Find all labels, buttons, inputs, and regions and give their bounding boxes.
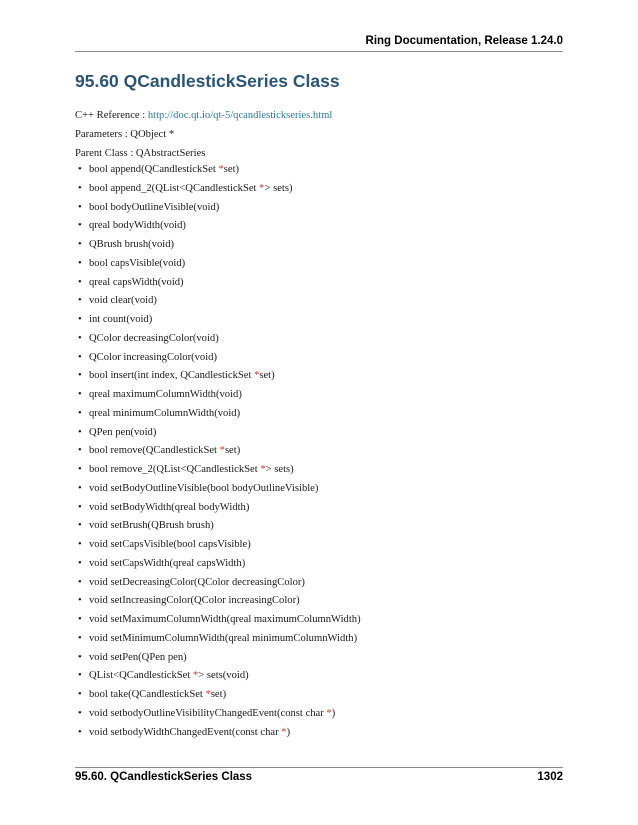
method-signature: void setBodyWidth(qreal bodyWidth) — [89, 501, 250, 513]
method-signature: void setMaximumColumnWidth(qreal maximumColumnWidth) — [89, 614, 361, 625]
cpp-reference-link[interactable]: http://doc.qt.io/qt-5/qcandlestickseries.html — [147, 110, 333, 121]
parameters-line: Parameters : QObject * — [75, 129, 175, 140]
method-item — [89, 351, 217, 365]
method-signature: void setIncreasingColor(QColor increasingColor) — [89, 595, 300, 607]
method-item — [89, 257, 185, 271]
pointer-star: * — [218, 164, 224, 175]
method-signature: void setCapsVisible(bool capsVisible) — [89, 539, 251, 550]
pointer-star: * — [219, 445, 225, 457]
method-item — [89, 219, 186, 233]
method-signature: void setCapsWidth(qreal capsWidth) — [89, 557, 246, 569]
method-signature: QPen pen(void) — [89, 426, 157, 438]
footer-divider — [75, 767, 563, 768]
method-signature-tail: > sets) — [265, 464, 294, 475]
method-item — [89, 444, 240, 458]
method-signature: QColor decreasingColor(void) — [89, 332, 219, 344]
method-signature: qreal capsWidth(void) — [89, 276, 184, 288]
method-item — [89, 594, 300, 608]
method-signature-tail: ) — [331, 707, 336, 719]
method-item — [89, 201, 219, 215]
method-item — [89, 688, 226, 702]
method-item — [89, 576, 305, 590]
cpp-reference-line — [75, 109, 332, 123]
method-signature: bool take(QCandlestickSet — [89, 689, 206, 700]
method-item — [89, 369, 275, 383]
footer-section: 95.60. QCandlestickSeries Class — [75, 771, 253, 783]
method-signature: int count(void) — [89, 314, 153, 325]
method-item — [89, 313, 152, 327]
method-item — [89, 707, 335, 721]
method-item — [89, 613, 361, 627]
method-signature: void setbodyOutlineVisibilityChangedEvent(const char — [89, 707, 327, 719]
method-signature-tail: set) — [259, 370, 275, 382]
pointer-star: * — [260, 464, 266, 475]
method-signature: void setPen(QPen pen) — [89, 651, 187, 663]
method-item — [89, 519, 214, 533]
method-item — [89, 726, 290, 740]
running-header: Ring Documentation, Release 1.24.0 — [365, 35, 563, 47]
method-signature: bool remove_2(QList<QCandlestickSet — [89, 464, 261, 475]
method-signature: qreal maximumColumnWidth(void) — [89, 389, 242, 400]
method-signature: bool bodyOutlineVisible(void) — [89, 201, 220, 213]
method-item — [89, 669, 249, 683]
method-signature: bool capsVisible(void) — [89, 257, 186, 269]
page-number: 1302 — [537, 771, 563, 783]
cpp-reference-label: C++ Reference : — [75, 110, 148, 121]
method-item — [89, 557, 245, 571]
method-signature: bool insert(int index, QCandlestickSet — [89, 370, 255, 382]
method-signature-tail: set) — [223, 164, 240, 175]
method-item — [89, 501, 249, 515]
method-signature-tail: > sets) — [264, 182, 293, 194]
method-signature: bool remove(QCandlestickSet — [89, 445, 220, 457]
method-item — [89, 632, 357, 646]
method-item — [89, 332, 219, 346]
pointer-star: * — [254, 370, 260, 382]
method-signature: bool append_2(QList<QCandlestickSet — [89, 182, 260, 194]
section-title: 95.60 QCandlestickSeries Class — [75, 71, 340, 91]
method-signature: void setMinimumColumnWidth(qreal minimumColumnWidth) — [89, 632, 358, 644]
pointer-star: * — [326, 707, 332, 719]
method-item — [89, 238, 174, 252]
pointer-star: * — [205, 689, 211, 700]
method-item — [89, 388, 242, 402]
method-signature: void clear(void) — [89, 295, 157, 307]
pointer-star: * — [281, 726, 287, 738]
pointer-star: * — [259, 182, 265, 194]
method-item — [89, 163, 239, 177]
method-signature-tail: set) — [210, 689, 227, 700]
parent-class-line: Parent Class : QAbstractSeries — [75, 148, 206, 159]
method-signature: QColor increasingColor(void) — [89, 351, 217, 363]
method-signature-tail: set) — [224, 445, 241, 457]
method-signature-tail: > sets(void) — [198, 670, 249, 682]
method-signature: void setBrush(QBrush brush) — [89, 520, 214, 532]
method-item — [89, 407, 240, 421]
method-item — [89, 538, 251, 552]
method-item — [89, 294, 157, 308]
method-item — [89, 651, 187, 665]
method-item — [89, 426, 156, 440]
method-signature: void setDecreasingColor(QColor decreasingColor) — [89, 576, 305, 588]
method-signature: void setBodyOutlineVisible(bool bodyOutlineVisible) — [89, 482, 319, 494]
method-signature: QBrush brush(void) — [89, 239, 175, 250]
method-item — [89, 482, 318, 496]
method-signature-tail: ) — [286, 726, 291, 738]
method-signature: qreal minimumColumnWidth(void) — [89, 407, 241, 419]
method-item — [89, 463, 294, 477]
method-item — [89, 276, 184, 290]
method-signature: void setbodyWidthChangedEvent(const char — [89, 726, 282, 738]
pointer-star: * — [192, 670, 199, 682]
method-item — [89, 182, 293, 196]
method-signature: QList<QCandlestickSet — [89, 670, 193, 682]
header-divider — [75, 51, 563, 52]
method-signature: qreal bodyWidth(void) — [89, 220, 186, 232]
method-signature: bool append(QCandlestickSet — [89, 164, 219, 175]
